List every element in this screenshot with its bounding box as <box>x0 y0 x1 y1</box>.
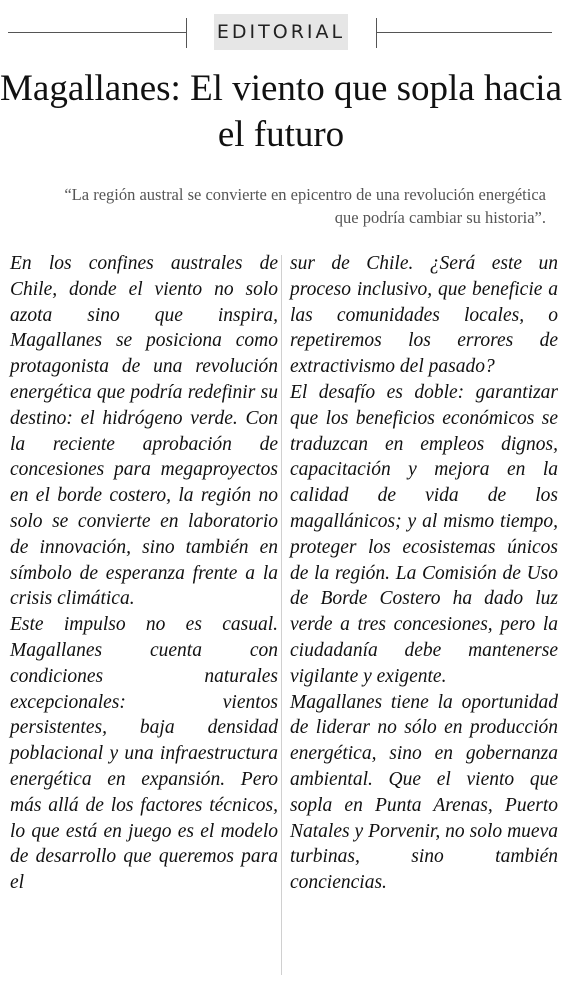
deck-quote: “La región austral se convierte en epicentro de una revolución energética que podría cambiar su historia”. <box>64 185 546 227</box>
header-rule-left <box>8 32 186 33</box>
paragraph-2-part-1: Este impulso no es casual. Magallanes cuenta con condiciones naturales excepcionales: vientos persistentes, baja densidad poblacional y una infraestructura energética en expansión. Pero más allá de los factores técnicos, lo que está en juego es el modelo de desarrollo que queremos para el <box>10 614 278 894</box>
column-divider <box>281 255 282 975</box>
header-tick-right <box>376 18 377 48</box>
paragraph-4: Magallanes tiene la oportunidad de liderar no sólo en producción energética, sino en gobernanza ambiental. Que el viento que sopla en Punta Arenas, Puerto Natales y Porvenir, no solo mueva turbinas, sino también conciencias. <box>290 691 558 894</box>
header-tick-left <box>186 18 187 48</box>
paragraph-2-part-2: sur de Chile. ¿Será este un proceso inclusivo, que beneficie a las comunidades locales, o repetiremos los errores de extractivismo del pasado? <box>290 253 558 378</box>
section-label: EDITORIAL <box>214 14 348 50</box>
paragraph-1: En los confines australes de Chile, donde el viento no solo azota sino que inspira, Magallanes se posiciona como protagonista de una revolución energética que podría redefinir su destino: el hidrógeno verde. Con la reciente aprobación de concesiones para megaproyectos en el borde costero, la región no solo se convierte en laboratorio de innovación, sino también en símbolo de esperanza frente a la crisis climática. <box>10 253 278 610</box>
column-right <box>290 251 558 896</box>
headline: Magallanes: El viento que sopla hacia el futuro <box>0 68 562 155</box>
paragraph-3: El desafío es doble: garantizar que los beneficios económicos se traduzcan en empleos dignos, capacitación y mejora en la calidad de vida de los magallánicos; y al mismo tiempo, proteger los ecosistemas únicos de la región. La Comisión de Uso de Borde Costero ha dado luz verde a tres concesiones, pero la ciudadanía debe mantenerse vigilante y exigente. <box>290 381 558 687</box>
header-rule-right <box>376 32 552 33</box>
column-left <box>10 251 278 896</box>
